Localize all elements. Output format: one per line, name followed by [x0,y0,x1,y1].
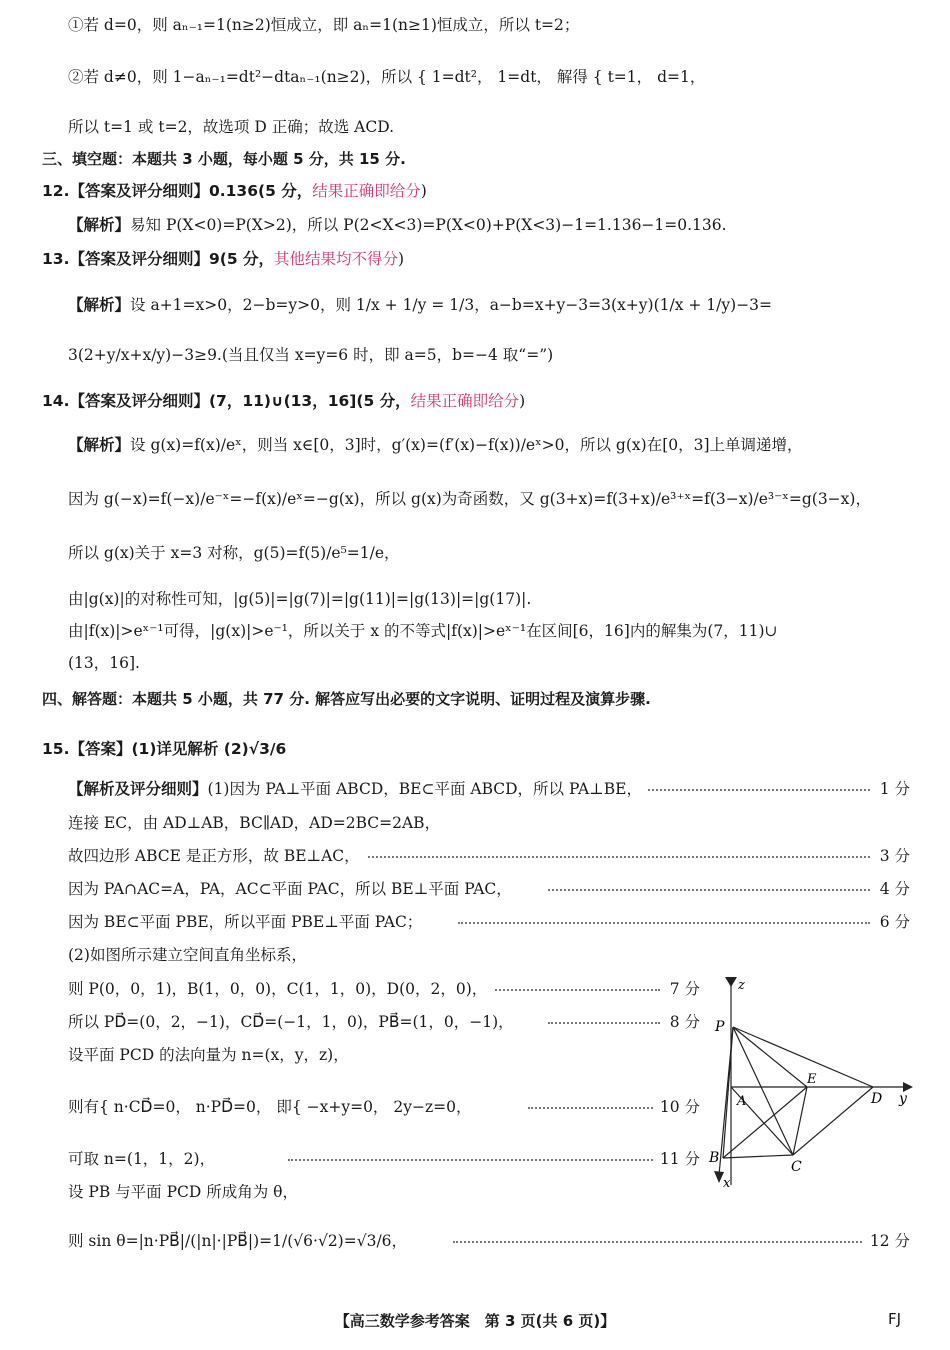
q15-normal-vector: 设平面 PCD 的法向量为 n=(x，y，z)， [68,1046,349,1064]
footer-code: FJ [888,1310,902,1328]
score-10: 10 分 [654,1096,700,1118]
line-conclusion: 所以 t=1 或 t=2，故选项 D 正确；故选 ACD. [68,118,395,136]
q14-line-4: 由|g(x)|的对称性可知，|g(5)|=|g(7)|=|g(11)|=|g(13)|=|g(17)|. [68,590,532,608]
q14-line-6: (13，16]. [68,654,140,672]
label-y: y [899,1091,907,1107]
q15-step-5 [68,911,910,933]
q15-step-8-text: 所以 PD⃗=(0，2，−1)，CD⃗=(−1，1，0)，PB⃗=(1，0，−1)， [68,1011,520,1033]
q12-analysis [68,214,727,236]
edge-PC [733,1027,793,1155]
leader-dots [548,889,870,891]
score-7: 7 分 [664,978,700,1000]
q13-scoring-note: 其他结果均不得分 [274,250,399,268]
leader-dots [528,1107,660,1109]
leader-dots [488,989,660,991]
q14-analysis-text: 设 g(x)=f(x)/eˣ，则当 x∈[0，3]时，g′(x)=(f′(x)−f(x))/eˣ>0，所以 g(x)在[0，3]上单调递增， [130,436,803,454]
q15-step-1 [68,778,910,800]
q15-step-10 [68,1096,700,1118]
q15-step-3 [68,845,910,867]
score-4: 4 分 [874,878,910,900]
score-8: 8 分 [664,1011,700,1033]
edge-PD [733,1027,873,1087]
leader-dots [458,922,870,924]
geometry-figure [705,975,915,1190]
label-C: C [791,1159,802,1175]
q15-analysis-label: 【解析及评分细则】 [68,780,208,798]
label-A: A [737,1094,747,1109]
q12-close: ) [420,182,427,200]
label-P: P [715,1019,725,1035]
q12-answer [42,180,427,202]
q15-step-12 [68,1230,910,1252]
leader-dots [368,856,870,858]
q13-close: ) [398,250,405,268]
q15-step-10-text: 则有{ n·CD⃗=0， n·PD⃗=0， 即{ −x+y=0， 2y−z=0， [68,1096,477,1118]
label-x: x [723,1176,731,1190]
q14-analysis-label: 【解析】 [68,436,131,454]
q15-step-2: 连接 EC，由 AD⊥AB，BC∥AD，AD=2BC=2AB， [68,814,441,832]
label-E: E [807,1072,817,1087]
leader-dots [288,1159,660,1161]
q13-answer-label: 13.【答案及评分细则】9(5 分， [42,250,275,268]
q15-step-11-text: 可取 n=(1，1，2)， [68,1148,221,1170]
q14-analysis [68,434,803,456]
q14-line-5: 由|f(x)|>eˣ⁻¹可得，|g(x)|>e⁻¹，所以关于 x 的不等式|f(x)|>eˣ⁻¹在区间[6，16]内的解集为(7，11)∪ [68,622,778,640]
q15-part-2: (2)如图所示建立空间直角坐标系， [68,946,307,964]
q15-step-8 [68,1011,700,1033]
score-1: 1 分 [874,778,910,800]
label-z: z [738,978,745,993]
label-B: B [709,1150,720,1166]
q14-answer-label: 14.【答案及评分细则】(7，11)∪(13，16](5 分， [42,392,411,410]
q13-analysis [68,294,772,316]
q13-analysis-cont: 3(2+y/x+x/y)−3≥9.(当且仅当 x=y=6 时，即 a=5，b=−4 取“=”) [68,346,554,364]
q14-line-2: 因为 g(−x)=f(−x)/e⁻ˣ=−f(x)/eˣ=−g(x)，所以 g(x)为奇函数，又 g(3+x)=f(3+x)/e³⁺ˣ=f(3−x)/e³⁻ˣ=g(3−x)， [68,490,871,508]
q15-step-4-text: 因为 PA∩AC=A，PA，AC⊂平面 PAC，所以 BE⊥平面 PAC， [68,878,518,900]
label-D: D [871,1091,883,1107]
q15-step-7-text: 则 P(0，0，1)，B(1，0，0)，C(1，1，0)，D(0，2，0)， [68,978,493,1000]
q15-step-11 [68,1148,700,1170]
q13-analysis-text: 设 a+1=x>0，2−b=y>0，则 1/x + 1/y = 1/3，a−b=x+y−3=3(x+y)(1/x + 1/y)−3= [130,296,773,314]
q14-close: ) [519,392,526,410]
leader-dots [548,1022,660,1024]
q15-step-5-text: 因为 BE⊂平面 PBE，所以平面 PBE⊥平面 PAC； [68,911,428,933]
q14-scoring-note: 结果正确即给分 [410,392,520,410]
q15-step-3-text: 故四边形 ABCE 是正方形，故 BE⊥AC， [68,845,366,867]
score-12: 12 分 [864,1230,910,1252]
page-footer: 【高三数学参考答案 第 3 页(共 6 页)】 [334,1312,616,1330]
edge-BC [723,1155,793,1158]
q13-analysis-label: 【解析】 [68,296,131,314]
q15-answer-text: 15.【答案】(1)详见解析 (2)√3/6 [42,740,287,758]
q15-step-4 [68,878,910,900]
section-solution-heading: 四、解答题：本题共 5 小题，共 77 分. 解答应写出必要的文字说明、证明过程及演算步骤. [42,690,651,708]
score-3: 3 分 [874,845,910,867]
q15-step-12-text: 则 sin θ=|n·PB⃗|/(|n|·|PB⃗|)=1/(√6·√2)=√3/6， [68,1230,413,1252]
leader-dots [453,1241,870,1243]
section-fill-in-heading: 三、填空题：本题共 3 小题，每小题 5 分，共 15 分. [42,150,406,168]
score-6: 6 分 [874,911,910,933]
q12-analysis-label: 【解析】 [68,216,131,234]
q12-analysis-text: 易知 P(X<0)=P(X>2)，所以 P(2<X<3)=P(X<0)+P(X<3)−1=1.136−1=0.136. [130,216,727,234]
score-11: 11 分 [654,1148,700,1170]
q12-answer-label: 12.【答案及评分细则】0.136(5 分， [42,182,313,200]
q12-scoring-note: 结果正确即给分 [312,182,421,200]
q15-answer [42,738,286,760]
z-arrow [725,977,737,987]
q15-step-7 [68,978,700,1000]
q14-line-3: 所以 g(x)关于 x=3 对称，g(5)=f(5)/e⁵=1/e， [68,544,400,562]
line-case-2: ②若 d≠0，则 1−aₙ₋₁=dt²−dtaₙ₋₁(n≥2)，所以 { 1=dt²， 1=dt， 解得 { t=1， d=1， [68,68,706,86]
q15-step-1-body: (1)因为 PA⊥平面 ABCD，BE⊂平面 ABCD，所以 PA⊥BE， [207,780,642,798]
q14-answer [42,390,525,412]
line-case-1: ①若 d=0，则 aₙ₋₁=1(n≥2)恒成立，即 aₙ=1(n≥1)恒成立，所以 t=2； [68,16,580,34]
q13-answer [42,248,404,270]
q15-angle-def: 设 PB 与平面 PCD 所成角为 θ， [68,1183,299,1201]
q15-step-1-text [68,778,648,800]
edge-PE [733,1027,807,1087]
